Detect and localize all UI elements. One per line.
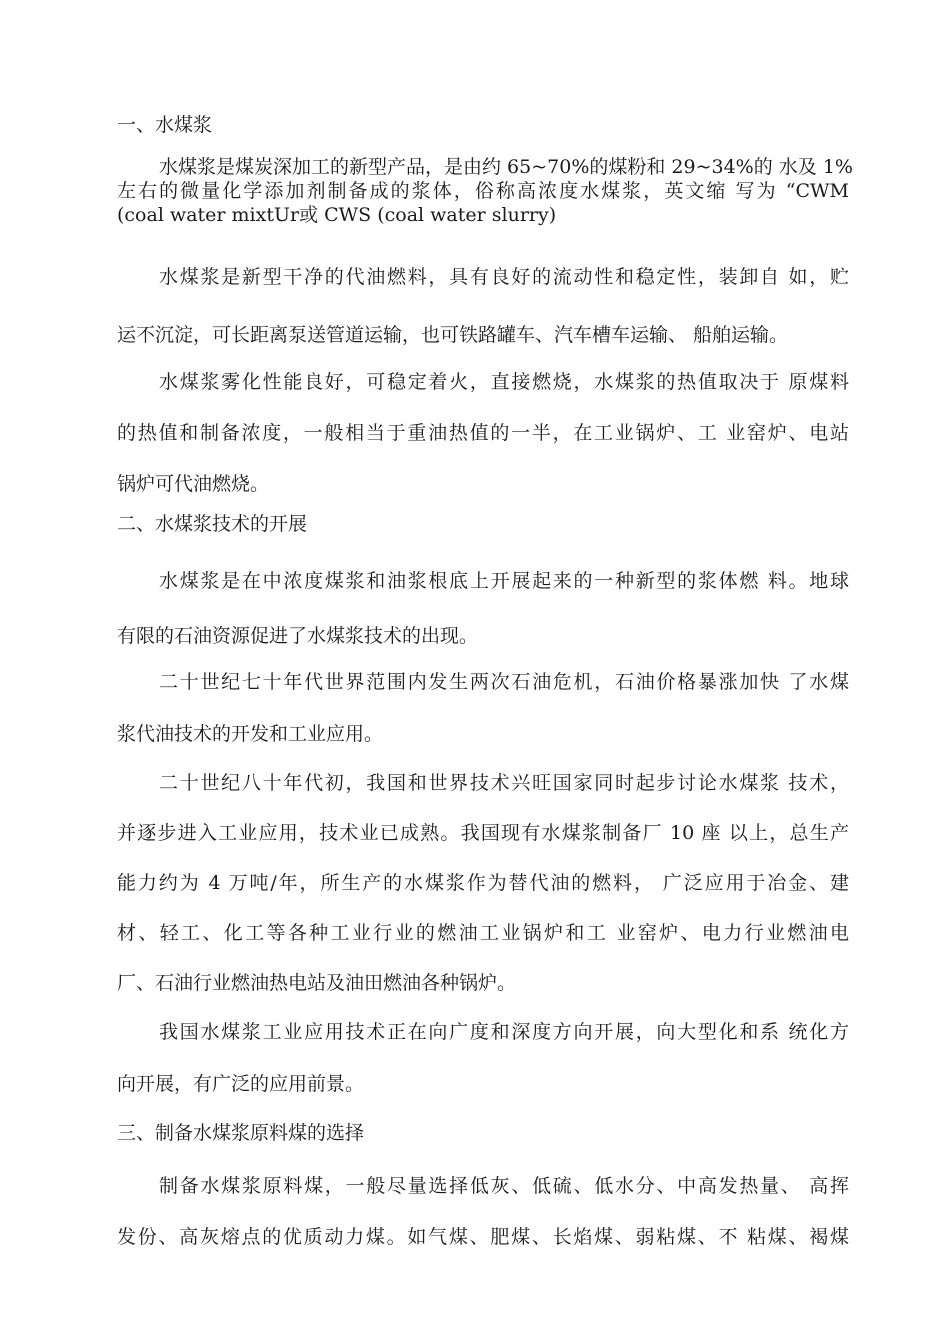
paragraph-line: 水煤浆是在中浓度煤浆和油浆根底上开展起来的一种新型的浆体燃 料。地球	[159, 570, 849, 592]
paragraph-2-3	[117, 758, 849, 1008]
paragraph-line: 的热值和制备浓度，一般相当于重油热值的一半，在工业锅炉、工 业窑炉、电站	[117, 422, 849, 444]
paragraph-line: 厂、石油行业燃油热电站及油田燃油各种锅炉。	[117, 972, 517, 994]
section-heading-3: 三、制备水煤浆原料煤的选择	[117, 1122, 365, 1144]
paragraph-line: 向开展，有广泛的应用前景。	[117, 1073, 365, 1095]
section-heading-1: 一、水煤浆	[117, 114, 213, 136]
paragraph-2-1	[117, 554, 849, 664]
paragraph-line: 锅炉可代油燃烧。	[117, 473, 270, 495]
paragraph-3-1	[117, 1161, 849, 1263]
paragraph-line: 水煤浆是煤炭深加工的新型产品，是由约 65~70%的煤粉和 29~34%的 水及 1%	[159, 156, 853, 178]
paragraph-line: 水煤浆是新型干净的代油燃料，具有良好的流动性和稳定性，装卸自 如，贮	[159, 266, 849, 288]
paragraph-2-2	[117, 656, 849, 760]
paragraph-2-4	[117, 1006, 849, 1110]
paragraph-line: 运不沉淀，可长距离泵送管道运输，也可铁路罐车、汽车槽车运输、 船舶运输。	[117, 324, 789, 346]
paragraph-line: 制备水煤浆原料煤，一般尽量选择低灰、低硫、低水分、中高发热量、 高挥	[159, 1175, 849, 1197]
paragraph-line: 我国水煤浆工业应用技术正在向广度和深度方向开展，向大型化和系 统化方	[159, 1021, 849, 1043]
paragraph-line: 有限的石油资源促进了水煤浆技术的出现。	[117, 625, 479, 647]
paragraph-line: 二十世纪七十年代世界范围内发生两次石油危机，石油价格暴涨加快 了水煤	[159, 671, 849, 693]
paragraph-line: 能力约为 4 万吨/年，所生产的水煤浆作为替代油的燃料， 广泛应用于冶金、建	[117, 872, 849, 894]
paragraph-line: 并逐步进入工业应用，技术业已成熟。我国现有水煤浆制备厂 10 座 以上，总生产	[117, 822, 849, 844]
section-heading-2: 二、水煤浆技术的开展	[117, 513, 308, 535]
paragraph-1-3	[117, 357, 849, 510]
paragraph-line: (coal water mixtUr或 CWS (coal water slurry)	[117, 204, 557, 226]
paragraph-line: 发份、高灰熔点的优质动力煤。如气煤、肥煤、长焰煤、弱粘煤、不 粘煤、褐煤	[117, 1226, 849, 1248]
paragraph-line: 水煤浆雾化性能良好，可稳定着火，直接燃烧，水煤浆的热值取决于 原煤料	[159, 371, 849, 393]
paragraph-line: 二十世纪八十年代初，我国和世界技术兴旺国家同时起步讨论水煤浆 技术，	[159, 772, 849, 794]
paragraph-line: 浆代油技术的开发和工业应用。	[117, 723, 384, 745]
paragraph-1-2	[117, 248, 849, 364]
paragraph-line: 材、轻工、化工等各种工业行业的燃油工业锅炉和工 业窑炉、电力行业燃油电	[117, 922, 849, 944]
paragraph-line: 左右的微量化学添加剂制备成的浆体，俗称高浓度水煤浆，英文缩 写为 “CWM	[117, 180, 849, 202]
paragraph-1-1	[117, 155, 853, 227]
